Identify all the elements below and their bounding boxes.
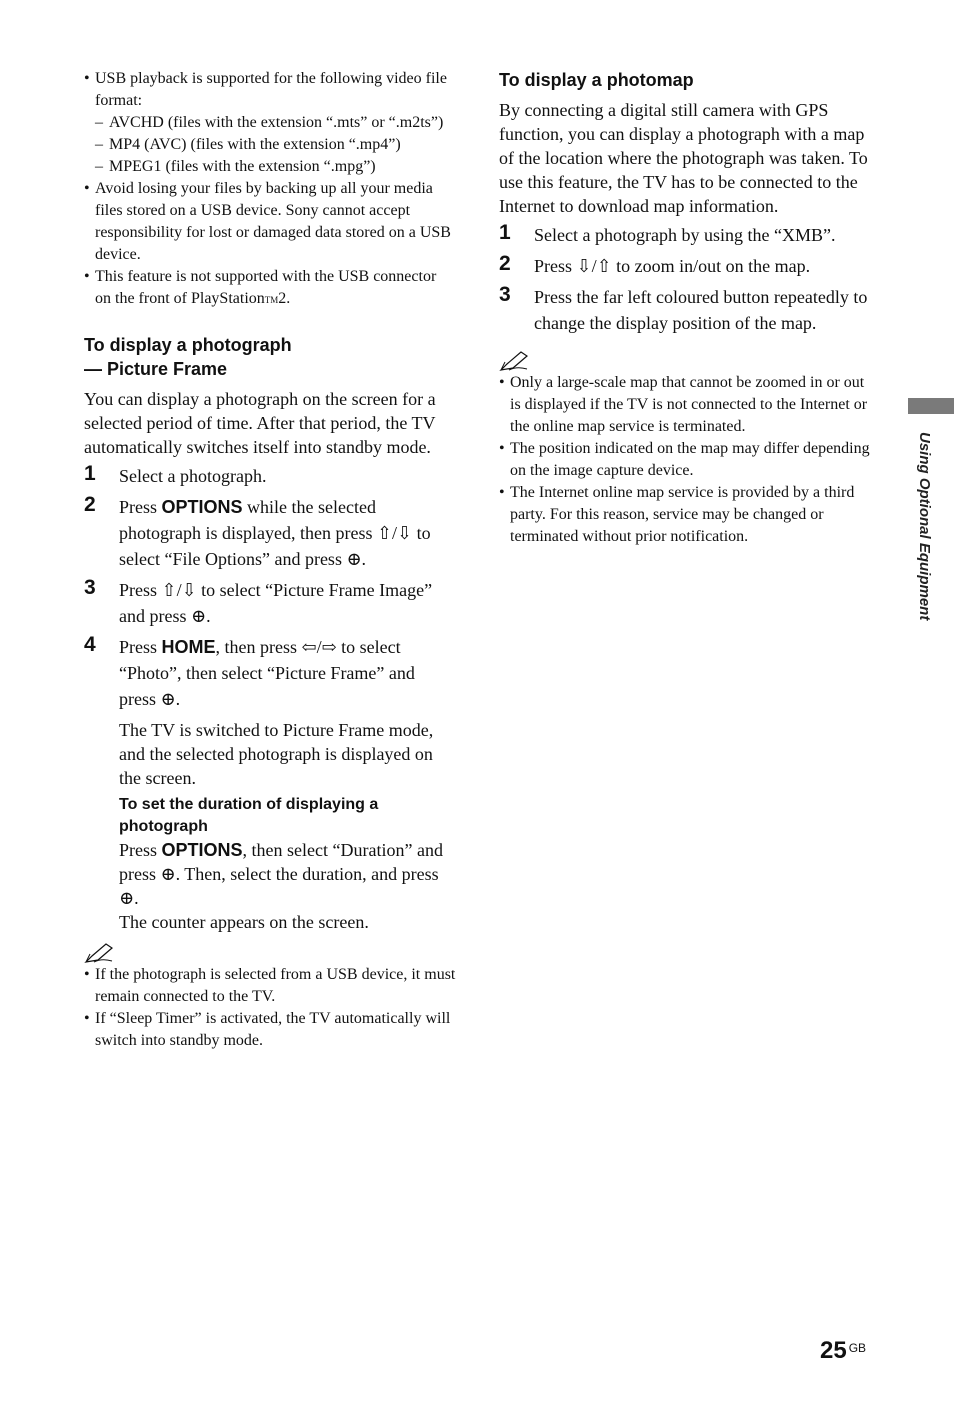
usb-note-formats [84, 68, 456, 178]
picture-frame-heading [84, 333, 456, 381]
step-number: 1 [84, 462, 96, 485]
step-4 [84, 634, 456, 712]
format-item: – MP4 (AVC) (files with the extension “.mp4”) [95, 134, 456, 156]
hint-item: • The position indicated on the map may differ depending on the image capture device. [499, 438, 871, 482]
step-text: while the selected photograph is displayed, then press ⇧/⇩ to select “File Options” and press ⊕. [119, 497, 431, 569]
section-tab-marker [908, 398, 954, 414]
duration-instructions [84, 838, 456, 910]
heading-line: To display a photograph [84, 335, 292, 355]
note-text: 2. [278, 290, 291, 307]
step-text: Select a photograph by using the “XMB”. [534, 225, 836, 245]
step-text: Press ⇧/⇩ to select “Picture Frame Image” and press ⊕. [119, 580, 433, 626]
format-item: – MPEG1 (files with the extension “.mpg”) [95, 156, 456, 178]
format-list [95, 112, 456, 178]
step-text: , then press ⇦/⇨ to select “Photo”, then select “Picture Frame” and press ⊕. [119, 637, 415, 709]
step-number: 1 [499, 221, 511, 244]
format-item: – AVCHD (files with the extension “.mts” or “.m2ts”) [95, 112, 456, 134]
counter-note: The counter appears on the screen. [119, 912, 369, 932]
picture-frame-hints [84, 964, 456, 1052]
usb-note-backup: • Avoid losing your files by backing up all your media files stored on a USB device. Sony cannot accept responsibility for lost or damaged data stored on a USB device. [84, 178, 456, 266]
step-2 [84, 494, 456, 572]
step-text: Press [119, 637, 162, 657]
usb-notes-list [84, 68, 456, 311]
picture-frame-intro: You can display a photograph on the screen for a selected period of time. After that period, the TV automatically switches itself into standby mode. [84, 389, 436, 457]
photomap-heading: To display a photomap [499, 70, 694, 90]
left-column [84, 68, 456, 1052]
usb-note-front-connector [84, 266, 456, 311]
step-text: Press the far left coloured button repeatedly to change the display position of the map. [534, 287, 868, 333]
pencil-hint-icon [499, 350, 529, 372]
photomap-intro: By connecting a digital still camera with GPS function, you can display a photograph with a map of the location where the photograph was taken. To use this feature, the TV has to be connected to the Internet to download map information. [499, 100, 868, 216]
photomap-step-3 [499, 284, 871, 336]
hint-item: • Only a large-scale map that cannot be zoomed in or out is displayed if the TV is not connected to the Internet or the online map service is terminated. [499, 372, 871, 438]
step-number: 2 [499, 252, 511, 275]
photomap-step-2 [499, 253, 871, 279]
pencil-hint-icon [84, 942, 114, 964]
duration-text: , then select “Duration” and press ⊕. Then, select the duration, and press ⊕. [119, 840, 443, 908]
section-side-label: Using Optional Equipment [916, 432, 933, 621]
duration-text: Press [119, 840, 162, 860]
hint-item: • If “Sleep Timer” is activated, the TV automatically will switch into standby mode. [84, 1008, 456, 1052]
tm-mark: TM [264, 295, 279, 305]
photomap-hints [499, 372, 871, 548]
step-text: Press [119, 497, 162, 517]
step-number: 2 [84, 493, 96, 516]
photomap-step-1 [499, 222, 871, 248]
step-text: Select a photograph. [119, 466, 267, 486]
step-3 [84, 577, 456, 629]
step-text: Press ⇩/⇧ to zoom in/out on the map. [534, 256, 811, 276]
options-key-label: OPTIONS [161, 497, 243, 517]
page-number-value: 25 [820, 1337, 847, 1364]
page-region-suffix: GB [848, 1341, 867, 1355]
usb-note-intro: USB playback is supported for the following video file format: [95, 70, 447, 109]
heading-line: — Picture Frame [84, 359, 228, 379]
hint-item: • If the photograph is selected from a USB device, it must remain connected to the TV. [84, 964, 456, 1008]
options-key-label: OPTIONS [161, 840, 243, 860]
page-number [820, 1337, 866, 1365]
step-1 [84, 463, 456, 489]
step-number: 3 [84, 576, 96, 599]
step-number: 4 [84, 633, 96, 656]
step-result: The TV is switched to Picture Frame mode, and the selected photograph is displayed on the screen. [119, 720, 434, 788]
step-number: 3 [499, 283, 511, 306]
right-column [499, 68, 871, 548]
duration-heading: To set the duration of displaying a photograph [119, 796, 379, 835]
note-text: This feature is not supported with the USB connector on the front of PlayStation [95, 268, 437, 307]
home-key-label: HOME [161, 637, 216, 657]
hint-item: • The Internet online map service is provided by a third party. For this reason, service may be changed or terminated without prior notification. [499, 482, 871, 548]
